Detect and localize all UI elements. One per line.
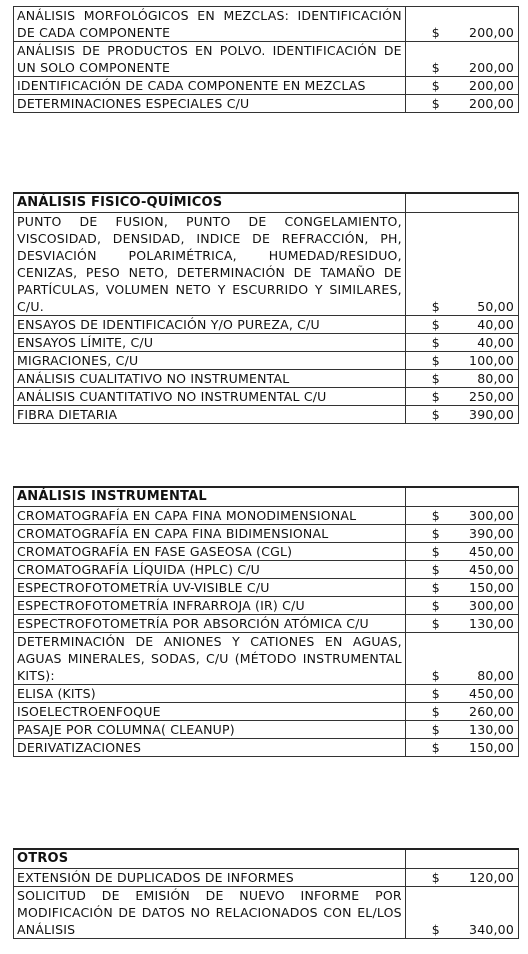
price-value: 450,00: [469, 562, 514, 577]
row-description: CROMATOGRAFÍA EN CAPA FINA BIDIMENSIONAL: [14, 525, 406, 543]
currency-symbol: $: [431, 668, 440, 683]
price-value: 100,00: [469, 353, 514, 368]
currency-symbol: $: [431, 78, 440, 93]
table-row: [14, 739, 519, 757]
row-description: ANÁLISIS MORFOLÓGICOS EN MEZCLAS: IDENTIFICACIÓN DE CADA COMPONENTE: [14, 7, 406, 42]
row-price: [405, 633, 518, 685]
header-price-cell: [405, 487, 518, 507]
row-price: [405, 388, 518, 406]
currency-symbol: $: [431, 335, 440, 350]
price-value: 390,00: [469, 526, 514, 541]
table-row: [14, 77, 519, 95]
currency-symbol: $: [431, 299, 440, 314]
price-value: 200,00: [469, 96, 514, 111]
currency-symbol: $: [431, 544, 440, 559]
row-description: ELISA (KITS): [14, 685, 406, 703]
row-description: PUNTO DE FUSION, PUNTO DE CONGELAMIENTO, VISCOSIDAD, DENSIDAD, INDICE DE REFRACCIÓN, PH, DESVIACIÓN POLARIMÉTRICA, HUMEDAD/RESIDUO, CENIZAS, PESO NETO, DETERMINACIÓN DE TAMAÑO DE PARTÍCULAS, VOLUMEN NETO Y ESCURRIDO Y SIMILARES, C/U.: [14, 213, 406, 316]
row-price: [405, 95, 518, 113]
table-row: [14, 352, 519, 370]
table-row: [14, 7, 519, 42]
row-price: [405, 739, 518, 757]
currency-symbol: $: [431, 722, 440, 737]
row-price: [405, 7, 518, 42]
row-price: [405, 370, 518, 388]
row-price: [405, 561, 518, 579]
section-title: ANÁLISIS INSTRUMENTAL: [14, 487, 406, 507]
row-description: ANÁLISIS CUALITATIVO NO INSTRUMENTAL: [14, 370, 406, 388]
currency-symbol: $: [431, 740, 440, 755]
row-description: SOLICITUD DE EMISIÓN DE NUEVO INFORME POR MODIFICACIÓN DE DATOS NO RELACIONADOS CON EL/LOS ANÁLISIS: [14, 887, 406, 939]
row-price: [405, 703, 518, 721]
row-price: [405, 525, 518, 543]
table-row: [14, 633, 519, 685]
row-price: [405, 597, 518, 615]
row-description: CROMATOGRAFÍA EN FASE GASEOSA (CGL): [14, 543, 406, 561]
price-value: 450,00: [469, 686, 514, 701]
currency-symbol: $: [431, 317, 440, 332]
table-row: [14, 406, 519, 424]
row-price: [405, 213, 518, 316]
table-row: [14, 561, 519, 579]
table-row: [14, 507, 519, 525]
price-table-instrumental: [13, 486, 519, 757]
price-value: 200,00: [469, 60, 514, 75]
table-row: [14, 213, 519, 316]
price-value: 300,00: [469, 598, 514, 613]
row-price: [405, 406, 518, 424]
row-description: DETERMINACIÓN DE ANIONES Y CATIONES EN AGUAS, AGUAS MINERALES, SODAS, C/U (MÉTODO INSTRUMENTAL KITS):: [14, 633, 406, 685]
row-price: [405, 721, 518, 739]
section-title: OTROS: [14, 849, 406, 869]
table-row: [14, 334, 519, 352]
table-row: [14, 543, 519, 561]
row-description: CROMATOGRAFÍA EN CAPA FINA MONODIMENSIONAL: [14, 507, 406, 525]
currency-symbol: $: [431, 508, 440, 523]
row-price: [405, 507, 518, 525]
row-description: ESPECTROFOTOMETRÍA INFRARROJA (IR) C/U: [14, 597, 406, 615]
currency-symbol: $: [431, 922, 440, 937]
currency-symbol: $: [431, 353, 440, 368]
section-header: [14, 487, 519, 507]
price-value: 130,00: [469, 722, 514, 737]
price-value: 450,00: [469, 544, 514, 559]
currency-symbol: $: [431, 686, 440, 701]
table-row: [14, 388, 519, 406]
row-description: EXTENSIÓN DE DUPLICADOS DE INFORMES: [14, 869, 406, 887]
currency-symbol: $: [431, 96, 440, 111]
section-header: [14, 193, 519, 213]
row-description: PASAJE POR COLUMNA( CLEANUP): [14, 721, 406, 739]
row-price: [405, 615, 518, 633]
row-description: CROMATOGRAFÍA LÍQUIDA (HPLC) C/U: [14, 561, 406, 579]
row-price: [405, 869, 518, 887]
currency-symbol: $: [431, 25, 440, 40]
table-row: [14, 579, 519, 597]
currency-symbol: $: [431, 526, 440, 541]
currency-symbol: $: [431, 598, 440, 613]
price-value: 150,00: [469, 740, 514, 755]
row-description: ANÁLISIS CUANTITATIVO NO INSTRUMENTAL C/U: [14, 388, 406, 406]
header-price-cell: [405, 849, 518, 869]
row-price: [405, 77, 518, 95]
row-description: ENSAYOS DE IDENTIFICACIÓN Y/O PUREZA, C/U: [14, 316, 406, 334]
table-row: [14, 721, 519, 739]
section-header: [14, 849, 519, 869]
currency-symbol: $: [431, 704, 440, 719]
row-description: IDENTIFICACIÓN DE CADA COMPONENTE EN MEZCLAS: [14, 77, 406, 95]
table-row: [14, 525, 519, 543]
row-description: ENSAYOS LÍMITE, C/U: [14, 334, 406, 352]
row-description: DETERMINACIONES ESPECIALES C/U: [14, 95, 406, 113]
row-description: ANÁLISIS DE PRODUCTOS EN POLVO. IDENTIFICACIÓN DE UN SOLO COMPONENTE: [14, 42, 406, 77]
row-price: [405, 334, 518, 352]
table-row: [14, 42, 519, 77]
currency-symbol: $: [431, 870, 440, 885]
price-value: 40,00: [477, 335, 514, 350]
currency-symbol: $: [431, 562, 440, 577]
price-value: 300,00: [469, 508, 514, 523]
row-price: [405, 685, 518, 703]
row-price: [405, 352, 518, 370]
price-table-fisico-quimicos: [13, 192, 519, 424]
row-price: [405, 42, 518, 77]
price-value: 150,00: [469, 580, 514, 595]
price-value: 80,00: [477, 371, 514, 386]
table-row: [14, 869, 519, 887]
price-value: 130,00: [469, 616, 514, 631]
price-value: 250,00: [469, 389, 514, 404]
currency-symbol: $: [431, 616, 440, 631]
row-price: [405, 579, 518, 597]
row-price: [405, 887, 518, 939]
row-price: [405, 316, 518, 334]
table-row: [14, 316, 519, 334]
price-value: 260,00: [469, 704, 514, 719]
price-value: 390,00: [469, 407, 514, 422]
row-description: DERIVATIZACIONES: [14, 739, 406, 757]
table-row: [14, 597, 519, 615]
row-description: ISOELECTROENFOQUE: [14, 703, 406, 721]
currency-symbol: $: [431, 580, 440, 595]
price-table-otros: [13, 848, 519, 939]
price-value: 200,00: [469, 25, 514, 40]
price-value: 200,00: [469, 78, 514, 93]
price-table-top: [13, 6, 519, 113]
row-description: ESPECTROFOTOMETRÍA POR ABSORCIÓN ATÓMICA C/U: [14, 615, 406, 633]
table-row: [14, 887, 519, 939]
price-value: 340,00: [469, 922, 514, 937]
table-row: [14, 95, 519, 113]
table-row: [14, 685, 519, 703]
row-description: FIBRA DIETARIA: [14, 406, 406, 424]
table-row: [14, 703, 519, 721]
price-value: 50,00: [477, 299, 514, 314]
table-row: [14, 615, 519, 633]
currency-symbol: $: [431, 371, 440, 386]
currency-symbol: $: [431, 407, 440, 422]
row-description: MIGRACIONES, C/U: [14, 352, 406, 370]
row-price: [405, 543, 518, 561]
price-value: 40,00: [477, 317, 514, 332]
price-value: 120,00: [469, 870, 514, 885]
table-row: [14, 370, 519, 388]
price-value: 80,00: [477, 668, 514, 683]
row-description: ESPECTROFOTOMETRÍA UV-VISIBLE C/U: [14, 579, 406, 597]
currency-symbol: $: [431, 389, 440, 404]
section-title: ANÁLISIS FISICO-QUÍMICOS: [14, 193, 406, 213]
currency-symbol: $: [431, 60, 440, 75]
header-price-cell: [405, 193, 518, 213]
